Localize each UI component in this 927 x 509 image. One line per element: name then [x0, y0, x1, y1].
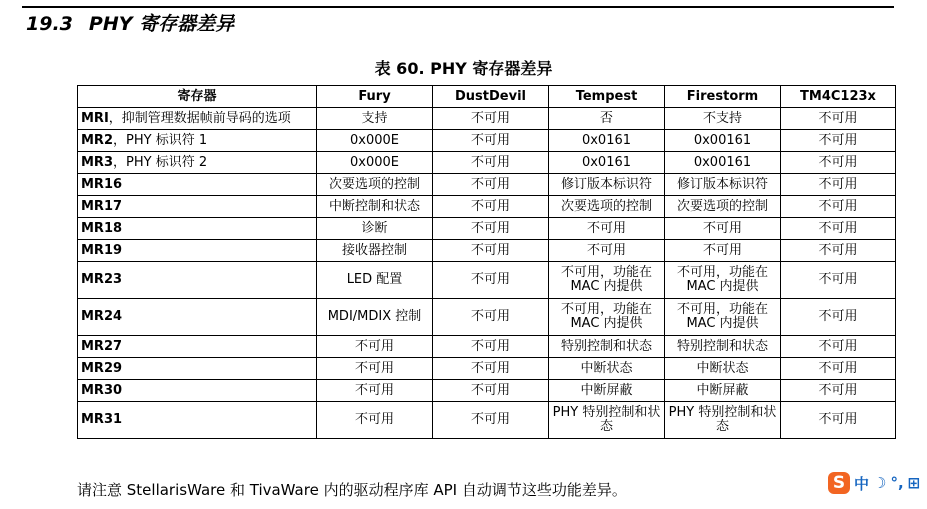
ime-width-toggle-icon[interactable]: ☽	[873, 474, 887, 492]
register-id: MR24	[81, 309, 123, 324]
table-cell: 不可用	[781, 196, 896, 218]
table-cell: 不可用	[433, 130, 549, 152]
register-id: MR29	[81, 360, 123, 376]
table-caption: 表 60. PHY 寄存器差异	[374, 59, 553, 78]
table-cell: 特别控制和状态	[549, 336, 665, 358]
table-cell: 不可用	[317, 358, 433, 380]
table-row	[78, 262, 896, 299]
table-cell: LED 配置	[317, 262, 433, 299]
table-cell: 不可用	[317, 402, 433, 439]
table-cell: PHY 特别控制和状态	[665, 402, 781, 439]
ime-language-toggle[interactable]: 中	[854, 474, 870, 493]
table-cell: 0x000E	[317, 152, 433, 174]
table-cell: 0x0161	[549, 130, 665, 152]
table-row	[78, 380, 896, 402]
register-id: MR30	[81, 382, 123, 398]
table-row	[78, 358, 896, 380]
table-cell: 不可用	[433, 358, 549, 380]
register-name-cell	[78, 262, 317, 299]
table-row	[78, 240, 896, 262]
top-rule	[22, 6, 894, 8]
register-id: MR23	[81, 272, 123, 287]
table-cell: 支持	[317, 108, 433, 130]
header-register: 寄存器	[78, 86, 317, 108]
register-name-cell	[78, 196, 317, 218]
table-cell: 不可用	[665, 218, 781, 240]
table-row	[78, 336, 896, 358]
register-name-cell	[78, 152, 317, 174]
table-cell: 不可用	[781, 152, 896, 174]
table-cell: 不可用，功能在 MAC 内提供	[549, 299, 665, 336]
table-cell: 修订版本标识符	[549, 174, 665, 196]
table-row	[78, 402, 896, 439]
register-description: ，PHY 标识符 2	[113, 154, 208, 170]
register-name-cell	[78, 108, 317, 130]
table-cell: 修订版本标识符	[665, 174, 781, 196]
table-cell: 不支持	[665, 108, 781, 130]
section-number: 19.3	[26, 13, 73, 35]
table-cell: 0x00161	[665, 152, 781, 174]
table-cell: 接收器控制	[317, 240, 433, 262]
table-cell: 不可用	[433, 108, 549, 130]
table-cell: 不可用	[781, 240, 896, 262]
table-cell: MDI/MDIX 控制	[317, 299, 433, 336]
table-cell: 不可用	[433, 299, 549, 336]
table-cell: 中断状态	[665, 358, 781, 380]
footnote: 请注意 StellarisWare 和 TivaWare 内的驱动程序库 API 自动调节这些功能差异。	[77, 481, 627, 499]
table-row	[78, 174, 896, 196]
table-cell: 0x0161	[549, 152, 665, 174]
table-cell: 不可用	[433, 380, 549, 402]
register-id: MR2	[81, 132, 113, 148]
register-name-cell	[78, 130, 317, 152]
table-cell: 不可用	[433, 402, 549, 439]
table-cell: 不可用	[317, 336, 433, 358]
table-cell: 不可用	[781, 358, 896, 380]
header-firestorm: Firestorm	[665, 86, 781, 108]
table-cell: 不可用	[433, 174, 549, 196]
table-cell: 中断屏蔽	[665, 380, 781, 402]
ime-keyboard-icon[interactable]: ⊞	[907, 474, 921, 492]
register-name-cell	[78, 358, 317, 380]
table-cell: 次要选项的控制	[665, 196, 781, 218]
table-cell: 不可用，功能在 MAC 内提供	[549, 262, 665, 299]
table-cell: 不可用	[433, 196, 549, 218]
register-name-cell	[78, 240, 317, 262]
table-body	[78, 108, 896, 439]
table-cell: 不可用，功能在 MAC 内提供	[665, 262, 781, 299]
table-cell: 不可用	[781, 174, 896, 196]
table-cell: 不可用	[549, 240, 665, 262]
table-cell: 不可用	[665, 240, 781, 262]
table-cell: PHY 特别控制和状态	[549, 402, 665, 439]
register-id: MR18	[81, 220, 123, 236]
table-cell: 不可用	[317, 380, 433, 402]
table-cell: 不可用	[433, 152, 549, 174]
table-cell: 不可用	[781, 380, 896, 402]
register-id: MR3	[81, 154, 113, 170]
table-row	[78, 108, 896, 130]
ime-logo-icon[interactable]: S	[828, 472, 850, 494]
register-id: MR16	[81, 176, 123, 192]
register-id: MR19	[81, 242, 123, 258]
table-cell: 中断状态	[549, 358, 665, 380]
table-cell: 中断控制和状态	[317, 196, 433, 218]
section-heading	[26, 9, 234, 36]
register-name-cell	[78, 299, 317, 336]
table-row	[78, 130, 896, 152]
header-tm4c123x: TM4C123x	[781, 86, 896, 108]
table-cell: 不可用	[781, 299, 896, 336]
header-fury: Fury	[317, 86, 433, 108]
table-cell: 不可用	[433, 336, 549, 358]
table-cell: 不可用	[433, 218, 549, 240]
table-cell: 特别控制和状态	[665, 336, 781, 358]
table-cell: 不可用	[781, 108, 896, 130]
register-id: MR31	[81, 412, 123, 427]
table-header-row	[78, 86, 896, 108]
table-cell: 不可用	[781, 218, 896, 240]
ime-punctuation-toggle[interactable]: °,	[890, 474, 904, 492]
section-title: PHY 寄存器差异	[88, 13, 235, 35]
register-id: MR27	[81, 338, 123, 354]
header-dustdevil: DustDevil	[433, 86, 549, 108]
table-cell: 否	[549, 108, 665, 130]
ime-toolbar[interactable]	[828, 470, 927, 496]
table-cell: 不可用	[781, 336, 896, 358]
register-name-cell	[78, 218, 317, 240]
table-cell: 不可用	[433, 262, 549, 299]
table-row	[78, 299, 896, 336]
table-cell: 0x000E	[317, 130, 433, 152]
table-cell: 次要选项的控制	[317, 174, 433, 196]
table-cell: 次要选项的控制	[549, 196, 665, 218]
table-cell: 不可用	[433, 240, 549, 262]
header-tempest: Tempest	[549, 86, 665, 108]
register-description: ，PHY 标识符 1	[113, 132, 208, 148]
register-description: ，抑制管理数据帧前导码的选项	[108, 110, 291, 126]
table-cell: 中断屏蔽	[549, 380, 665, 402]
table-cell: 诊断	[317, 218, 433, 240]
table-cell: 不可用	[549, 218, 665, 240]
table-cell: 不可用	[781, 262, 896, 299]
register-name-cell	[78, 174, 317, 196]
table-cell: 不可用	[781, 130, 896, 152]
table-cell: 不可用，功能在 MAC 内提供	[665, 299, 781, 336]
register-id: MR17	[81, 198, 123, 214]
table-row	[78, 196, 896, 218]
table-row	[78, 152, 896, 174]
register-id: MRI	[81, 110, 109, 126]
register-name-cell	[78, 402, 317, 439]
table-cell: 0x00161	[665, 130, 781, 152]
table-row	[78, 218, 896, 240]
register-name-cell	[78, 336, 317, 358]
phy-register-table	[77, 85, 896, 439]
register-name-cell	[78, 380, 317, 402]
table-cell: 不可用	[781, 402, 896, 439]
